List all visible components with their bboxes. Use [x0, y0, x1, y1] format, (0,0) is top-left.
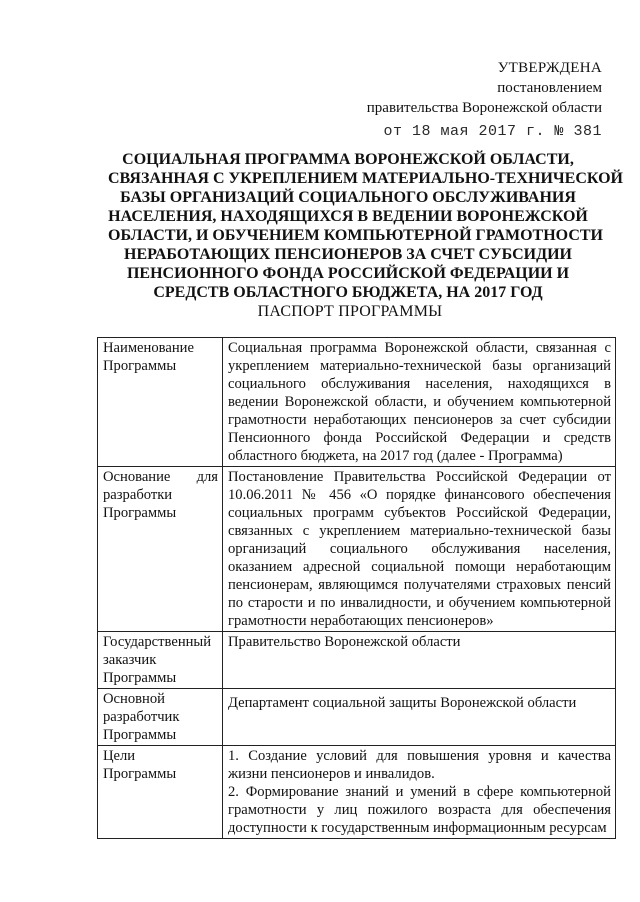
goal-item: 1. Создание условий для повышения уровня и качества жизни пенсионеров и инвалидов.	[228, 748, 611, 782]
row-label-cell	[98, 467, 223, 632]
row-label: Программы	[103, 727, 177, 743]
table-row-developer	[98, 689, 616, 746]
row-value-cell: Постановление Правительства Российской Федерации от 10.06.2011 № 456 «О порядке финансового обеспечения социальных программ субъектов Российской Федерации, связанных с укреплением материально-технической базы организаций социального обслуживания населения, оказанием адресной социальной помощи неработающим пенсионерам, являющимся получателями страховых пенсий по старости и по инвалидности, и обучением компьютерной грамотности неработающих пенсионеров»	[223, 467, 616, 632]
row-label: Программы	[103, 670, 177, 686]
row-label-cell	[98, 632, 223, 689]
row-label-cell	[98, 338, 223, 467]
table-row-basis	[98, 467, 616, 632]
row-value-cell	[223, 746, 616, 839]
title-line: БАЗЫ ОРГАНИЗАЦИЙ СОЦИАЛЬНОГО ОБСЛУЖИВАНИЯ	[120, 189, 576, 206]
goal-item: 2. Формирование знаний и умений в сфере компьютерной грамотности у лиц пожилого возраста для обеспечения доступности к государственным информационным ресурсам	[228, 784, 611, 836]
approval-block	[342, 58, 602, 142]
row-value-cell: Социальная программа Воронежской области, связанная с укреплением материально-технической базы организаций социального обслуживания населения, находящихся в ведении Воронежской области, и обучением компьютерной грамотности неработающих пенсионеров за счет субсидии Пенсионного фонда Российской Федерации и средств областного бюджета, на 2017 год (далее - Программа)	[223, 338, 616, 467]
row-label-cell	[98, 746, 223, 839]
title-line: СВЯЗАННАЯ С УКРЕПЛЕНИЕМ МАТЕРИАЛЬНО-ТЕХНИЧЕСКОЙ	[108, 170, 623, 187]
table-row-goals	[98, 746, 616, 839]
row-label-cell	[98, 689, 223, 746]
approval-line-1: постановлением	[497, 80, 602, 96]
row-label: Основание	[103, 469, 171, 485]
row-label: разработки	[103, 487, 173, 503]
row-label: Наименование	[103, 340, 194, 356]
title-line: ОБЛАСТИ, И ОБУЧЕНИЕМ КОМПЬЮТЕРНОЙ ГРАМОТНОСТИ	[108, 227, 603, 244]
title-line: СОЦИАЛЬНАЯ ПРОГРАММА ВОРОНЕЖСКОЙ ОБЛАСТИ,	[122, 151, 574, 168]
title-line: НАСЕЛЕНИЯ, НАХОДЯЩИХСЯ В ВЕДЕНИИ ВОРОНЕЖСКОЙ	[108, 208, 588, 225]
row-label: Основной	[103, 691, 165, 707]
row-value: Департамент социальной защиты Воронежской области	[228, 695, 577, 711]
title-line: СРЕДСТВ ОБЛАСТНОГО БЮДЖЕТА, НА 2017 ГОД	[153, 284, 543, 301]
approval-line-2: правительства Воронежской области	[366, 100, 602, 116]
row-label: Программы	[103, 766, 177, 782]
title-line: НЕРАБОТАЮЩИХ ПЕНСИОНЕРОВ ЗА СЧЕТ СУБСИДИИ	[124, 246, 572, 263]
row-value-cell: Правительство Воронежской области	[223, 632, 616, 689]
passport-heading: ПАСПОРТ ПРОГРАММЫ	[257, 303, 443, 320]
table-row-customer	[98, 632, 616, 689]
table-row-name	[98, 338, 616, 467]
row-label: Программы	[103, 358, 177, 374]
row-label: Программы	[103, 505, 177, 521]
passport-table	[97, 337, 616, 839]
approval-heading: УТВЕРЖДЕНА	[497, 60, 602, 76]
row-label: Государственный	[103, 634, 212, 650]
row-label: Цели	[103, 748, 136, 764]
row-label: заказчик	[103, 652, 157, 668]
approval-date-stamp: от 18 мая 2017 г. № 381	[383, 123, 602, 140]
row-label: разработчик	[103, 709, 180, 725]
row-label: для	[196, 469, 218, 485]
document-title	[108, 150, 623, 302]
row-value-cell	[223, 689, 616, 746]
title-line: ПЕНСИОННОГО ФОНДА РОССИЙСКОЙ ФЕДЕРАЦИИ И	[126, 265, 570, 282]
row-label-split	[103, 468, 218, 486]
